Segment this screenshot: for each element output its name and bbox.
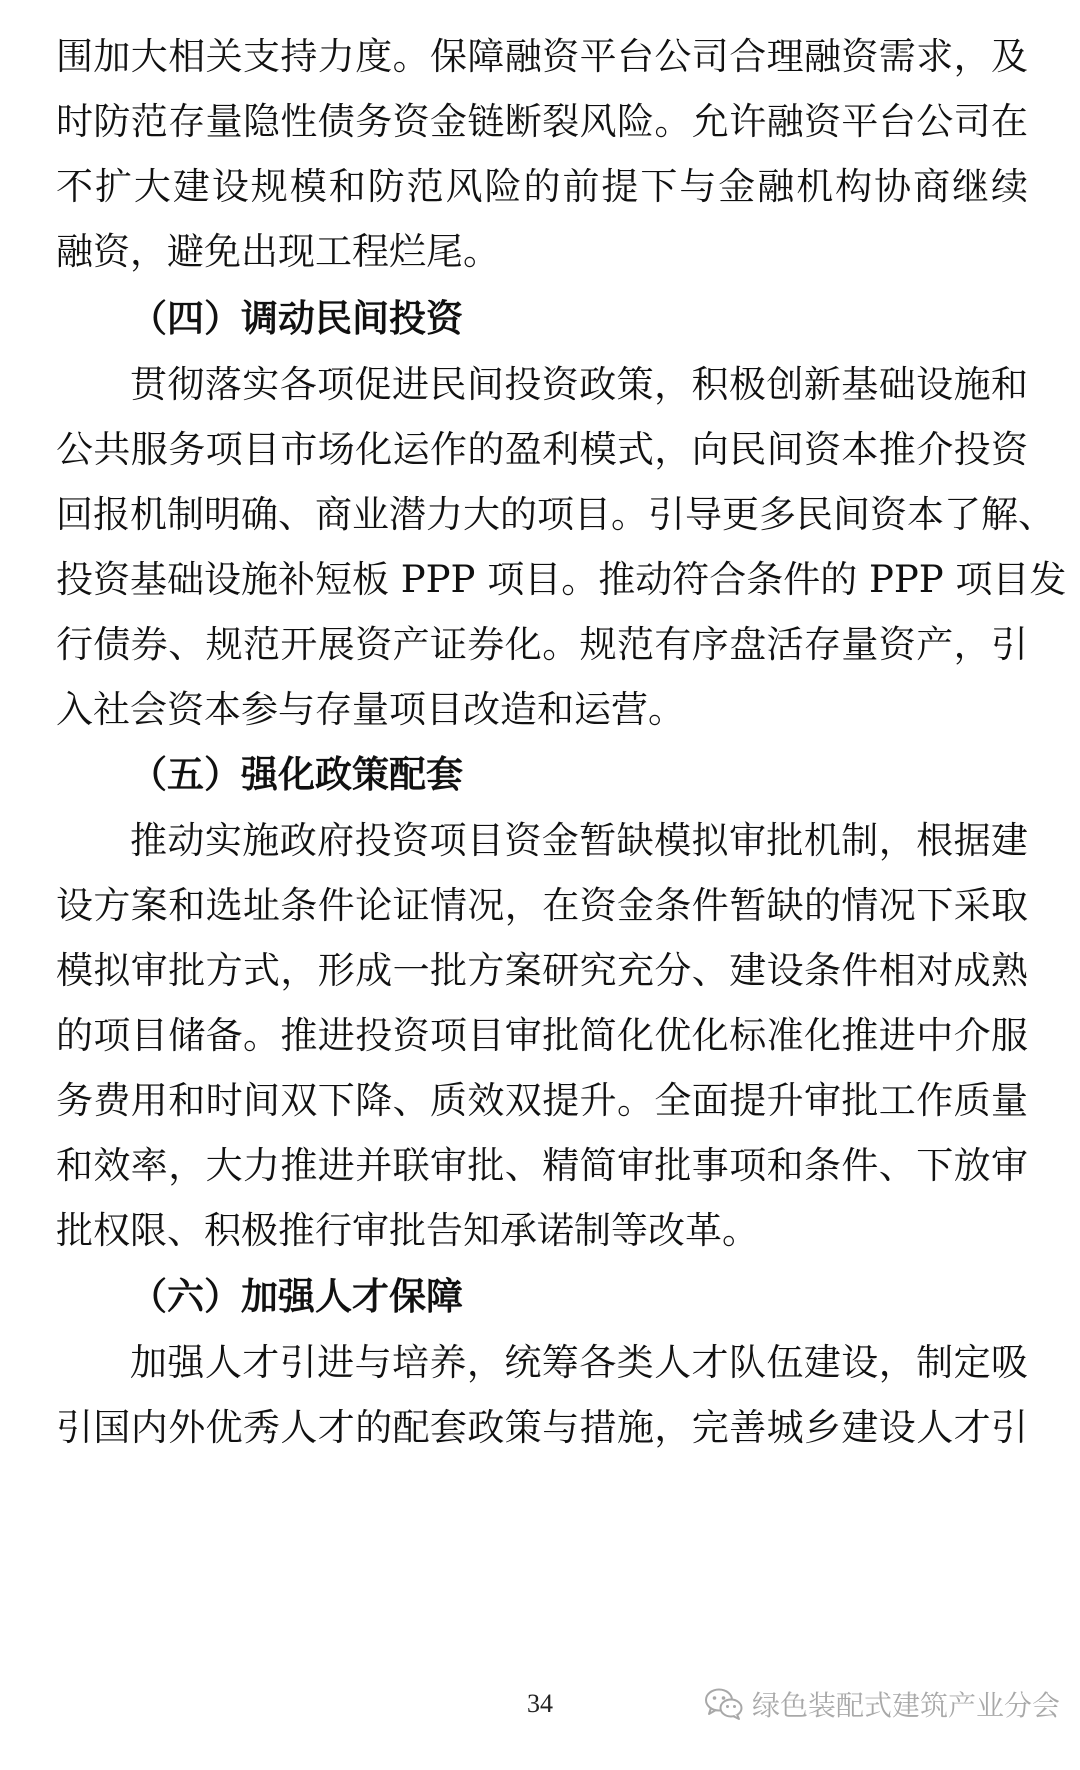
paragraph-line: 入社会资本参与存量项目改造和运营。	[56, 688, 685, 731]
paragraph-line: 设方案和选址条件论证情况，在资金条件暂缺的情况下采取	[56, 884, 1028, 927]
paragraph-line: 公共服务项目市场化运作的盈利模式，向民间资本推介投资	[56, 428, 1028, 471]
paragraph-line: 行债券、规范开展资产证券化。规范有序盘活存量资产，引	[56, 623, 1028, 666]
wechat-watermark	[704, 1684, 1060, 1724]
paragraph-line: 融资，避免出现工程烂尾。	[56, 230, 500, 273]
paragraph-line: 不扩大建设规模和防范风险的前提下与金融机构协商继续	[56, 165, 1028, 208]
paragraph-line: 投资基础设施补短板 PPP 项目。推动符合条件的 PPP 项目发	[56, 558, 1067, 601]
paragraph-line: 务费用和时间双下降、质效双提升。全面提升审批工作质量	[56, 1079, 1028, 1122]
watermark-text: 绿色装配式建筑产业分会	[752, 1689, 1061, 1722]
paragraph-line: 回报机制明确、商业潜力大的项目。引导更多民间资本了解、	[56, 493, 1055, 536]
paragraph-line: 时防范存量隐性债务资金链断裂风险。允许融资平台公司在	[56, 100, 1028, 143]
paragraph-line: 推动实施政府投资项目资金暂缺模拟审批机制，根据建	[130, 819, 1028, 862]
paragraph-line: 引国内外优秀人才的配套政策与措施，完善城乡建设人才引	[56, 1406, 1028, 1449]
paragraph-line: 围加大相关支持力度。保障融资平台公司合理融资需求，及	[56, 35, 1028, 78]
paragraph-line: 加强人才引进与培养，统筹各类人才队伍建设，制定吸	[130, 1341, 1028, 1384]
paragraph-line: 的项目储备。推进投资项目审批简化优化标准化推进中介服	[56, 1014, 1028, 1057]
section-heading-4: （四）调动民间投资	[130, 297, 463, 340]
section-heading-5: （五）强化政策配套	[130, 753, 463, 796]
wechat-icon	[704, 1687, 744, 1721]
paragraph-line: 批权限、积极推行审批告知承诺制等改革。	[56, 1209, 759, 1252]
paragraph-line: 和效率，大力推进并联审批、精简审批事项和条件、下放审	[56, 1144, 1028, 1187]
paragraph-line: 贯彻落实各项促进民间投资政策，积极创新基础设施和	[130, 363, 1028, 406]
page-number: 34	[527, 1689, 553, 1718]
section-heading-6: （六）加强人才保障	[130, 1275, 463, 1318]
paragraph-line: 模拟审批方式，形成一批方案研究充分、建设条件相对成熟	[56, 949, 1028, 992]
